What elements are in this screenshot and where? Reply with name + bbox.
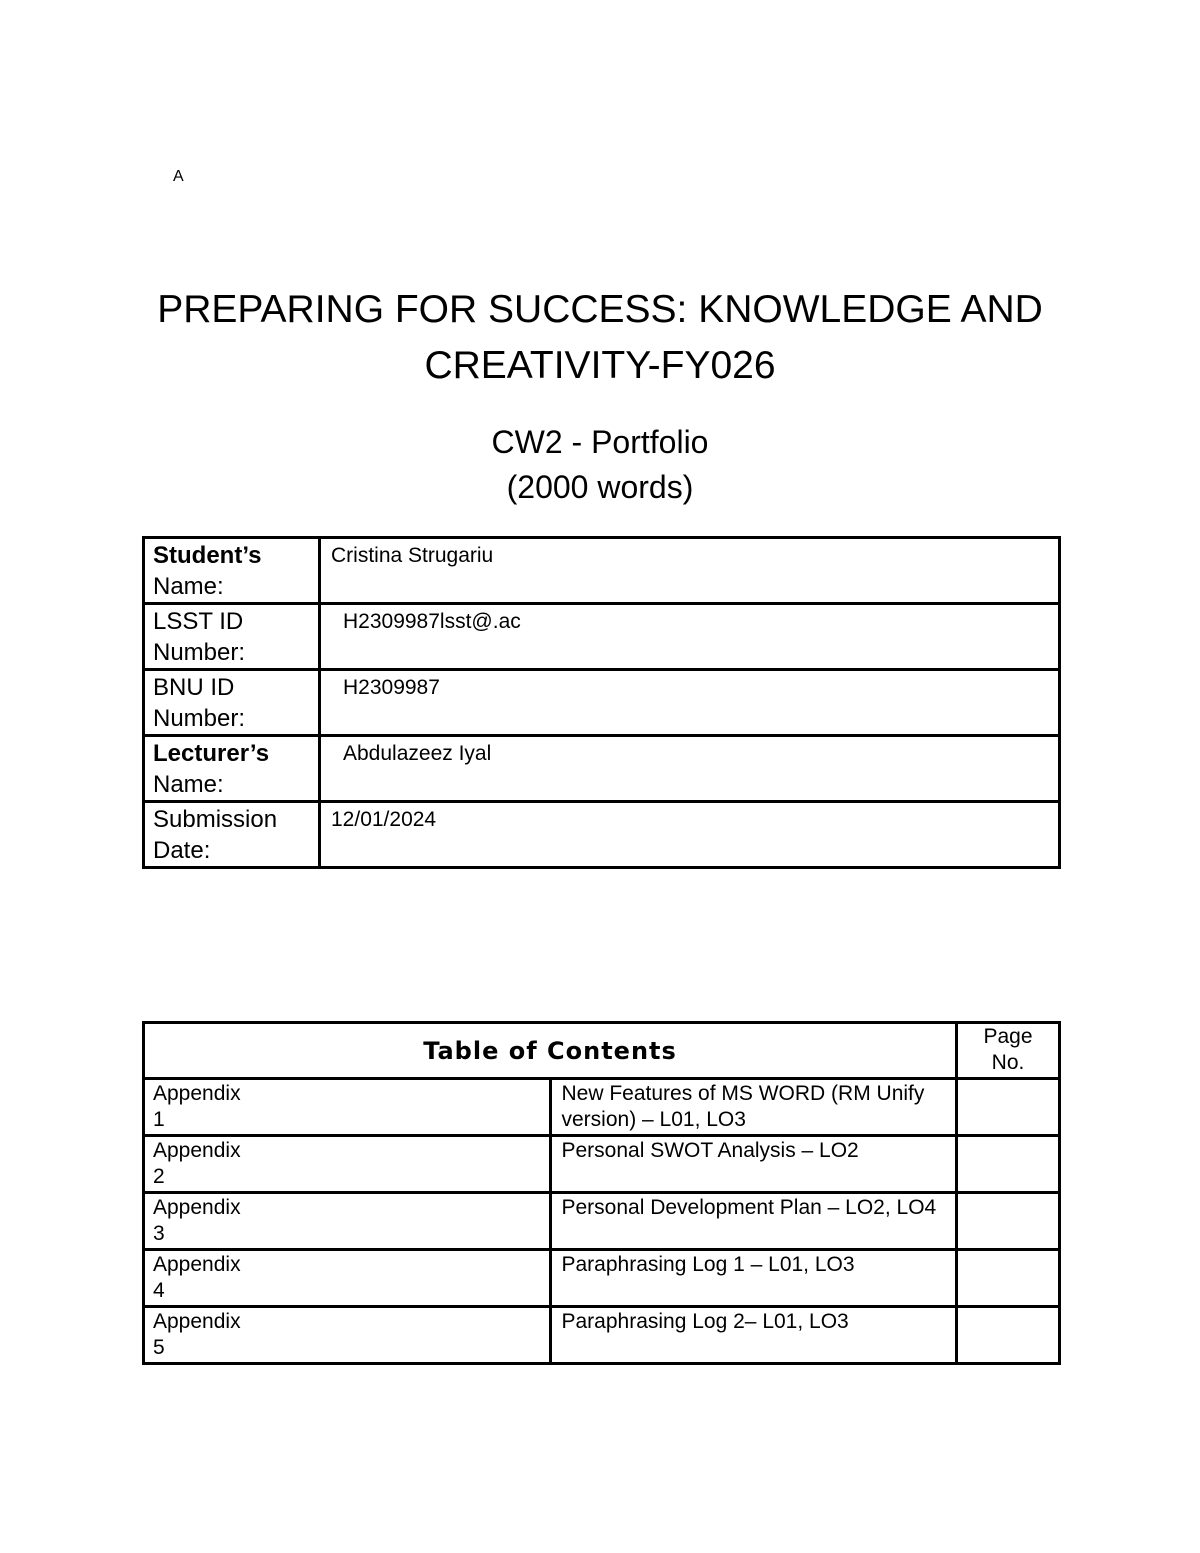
document-title bbox=[0, 282, 1200, 394]
info-label-line2: Number: bbox=[153, 705, 246, 732]
appendix-page bbox=[957, 1079, 1060, 1136]
info-row-submission-date bbox=[144, 802, 1060, 868]
info-label-line1: LSST ID bbox=[153, 608, 244, 635]
info-label bbox=[144, 736, 320, 802]
info-label-line1: BNU ID bbox=[153, 674, 235, 701]
appendix-page bbox=[957, 1136, 1060, 1193]
contents-row bbox=[144, 1193, 1060, 1250]
appendix-label bbox=[144, 1193, 551, 1250]
subtitle-line-2: (2000 words) bbox=[506, 469, 694, 505]
appendix-page bbox=[957, 1193, 1060, 1250]
student-info-table bbox=[142, 536, 1061, 869]
appendix-word: Appendix bbox=[153, 1196, 241, 1219]
info-value: Abdulazeez Iyal bbox=[320, 736, 1060, 802]
appendix-number: 3 bbox=[153, 1222, 165, 1245]
appendix-word: Appendix bbox=[153, 1139, 241, 1162]
appendix-number: 5 bbox=[153, 1336, 165, 1359]
appendix-label bbox=[144, 1136, 551, 1193]
info-label-line1: Student’s bbox=[153, 542, 262, 569]
title-line-1: PREPARING FOR SUCCESS: KNOWLEDGE AND bbox=[157, 288, 1043, 331]
appendix-page bbox=[957, 1307, 1060, 1364]
appendix-description: Personal Development Plan – LO2, LO4 bbox=[550, 1193, 957, 1250]
info-row-student-name bbox=[144, 538, 1060, 604]
contents-row bbox=[144, 1250, 1060, 1307]
contents-row bbox=[144, 1136, 1060, 1193]
info-value: H2309987lsst@.ac bbox=[320, 604, 1060, 670]
title-line-2: CREATIVITY-FY026 bbox=[424, 344, 776, 387]
appendix-description: New Features of MS WORD (RM Unify version) – L01, LO3 bbox=[550, 1079, 957, 1136]
appendix-number: 1 bbox=[153, 1108, 165, 1131]
appendix-label bbox=[144, 1250, 551, 1307]
page-number-header bbox=[957, 1023, 1060, 1079]
info-label bbox=[144, 604, 320, 670]
appendix-description: Paraphrasing Log 2– L01, LO3 bbox=[550, 1307, 957, 1364]
info-label-line2: Name: bbox=[153, 771, 224, 798]
appendix-label bbox=[144, 1307, 551, 1364]
info-row-bnu-id bbox=[144, 670, 1060, 736]
appendix-word: Appendix bbox=[153, 1253, 241, 1276]
info-value: H2309987 bbox=[320, 670, 1060, 736]
contents-row bbox=[144, 1079, 1060, 1136]
appendix-description: Personal SWOT Analysis – LO2 bbox=[550, 1136, 957, 1193]
contents-title: Table of Contents bbox=[144, 1023, 957, 1079]
corner-mark: A bbox=[173, 168, 184, 185]
info-value: Cristina Strugariu bbox=[320, 538, 1060, 604]
appendix-number: 4 bbox=[153, 1279, 165, 1302]
info-label-line1: Lecturer’s bbox=[153, 740, 270, 767]
info-label-line2: Number: bbox=[153, 639, 246, 666]
appendix-number: 2 bbox=[153, 1165, 165, 1188]
contents-row bbox=[144, 1307, 1060, 1364]
info-label-line1: Submission bbox=[153, 806, 278, 833]
appendix-word: Appendix bbox=[153, 1082, 241, 1105]
info-row-lecturer-name bbox=[144, 736, 1060, 802]
subtitle-line-1: CW2 - Portfolio bbox=[491, 424, 709, 460]
page-header-line1: Page bbox=[983, 1025, 1033, 1048]
page-header-line2: No. bbox=[991, 1051, 1025, 1074]
info-label bbox=[144, 802, 320, 868]
info-label-line2: Date: bbox=[153, 837, 211, 864]
appendix-label bbox=[144, 1079, 551, 1136]
appendix-description: Paraphrasing Log 1 – L01, LO3 bbox=[550, 1250, 957, 1307]
info-label-line2: Name: bbox=[153, 573, 224, 600]
info-label bbox=[144, 670, 320, 736]
appendix-page bbox=[957, 1250, 1060, 1307]
appendix-word: Appendix bbox=[153, 1310, 241, 1333]
info-row-lsst-id bbox=[144, 604, 1060, 670]
document-subtitle bbox=[0, 420, 1200, 510]
info-label bbox=[144, 538, 320, 604]
contents-table bbox=[142, 1021, 1061, 1365]
contents-header-row bbox=[144, 1023, 1060, 1079]
info-value: 12/01/2024 bbox=[320, 802, 1060, 868]
